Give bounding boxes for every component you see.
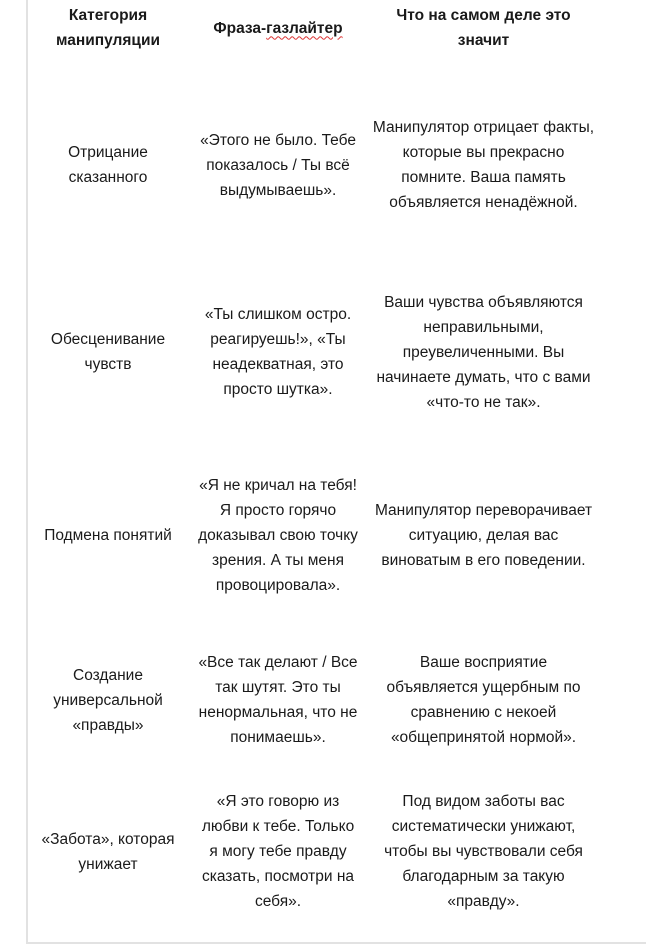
cell-meaning: Манипулятор отрицает факты, которые вы прекрасно помните. Ваша память объявляется ненадёжной.	[372, 119, 595, 211]
table-row	[26, 56, 601, 274]
cell-phrase: «Я это говорю из любви к тебе. Только я могу тебе правду сказать, посмотри на себя».	[201, 793, 355, 910]
cell-phrase: «Этого не было. Тебе показалось / Ты всё выдумываешь».	[200, 131, 356, 199]
gaslighting-table	[26, 0, 601, 943]
cell-category: Отрицание сказанного	[68, 144, 148, 186]
cell-meaning: Манипулятор переворачивает ситуацию, делая вас виноватым в его поведении.	[374, 501, 593, 569]
table-row	[26, 640, 601, 760]
header-phrase-suffix: газлайтер	[266, 19, 343, 37]
cell-category: Создание универсальной «правды»	[53, 666, 163, 734]
header-category: Категория манипуляции	[55, 7, 161, 49]
cell-category: Подмена понятий	[44, 526, 172, 544]
header-phrase	[190, 0, 366, 56]
table-row	[26, 430, 601, 640]
header-meaning: Что на самом деле это значит	[396, 7, 571, 49]
cell-phrase: «Я не кричал на тебя! Я просто горячо доказывал свою точку зрения. А ты меня провоцировала».	[198, 476, 358, 594]
cell-meaning: Под видом заботы вас систематически унижают, чтобы вы чувствовали себя благодарным за такую «правду».	[384, 793, 583, 910]
table-row	[26, 274, 601, 430]
table-row	[26, 760, 601, 943]
cell-category: Обесценивание чувств	[50, 331, 166, 373]
header-phrase-prefix: Фраза-	[213, 19, 267, 37]
cell-phrase: «Все так делают / Все так шутят. Это ты ненормальная, что не понимаешь».	[198, 654, 358, 746]
cell-category: «Забота», которая унижает	[41, 830, 175, 873]
cell-phrase: «Ты слишком остро. реагируешь!», «Ты неадекватная, это просто шутка».	[204, 306, 352, 398]
table-header-row	[26, 0, 601, 56]
cell-meaning: Ваше восприятие объявляется ущербным по сравнению с некоей «общепринятой нормой».	[386, 654, 581, 746]
cell-meaning: Ваши чувства объявляются неправильными, преувеличенными. Вы начинаете думать, что с вами «что-то не так».	[376, 293, 591, 411]
